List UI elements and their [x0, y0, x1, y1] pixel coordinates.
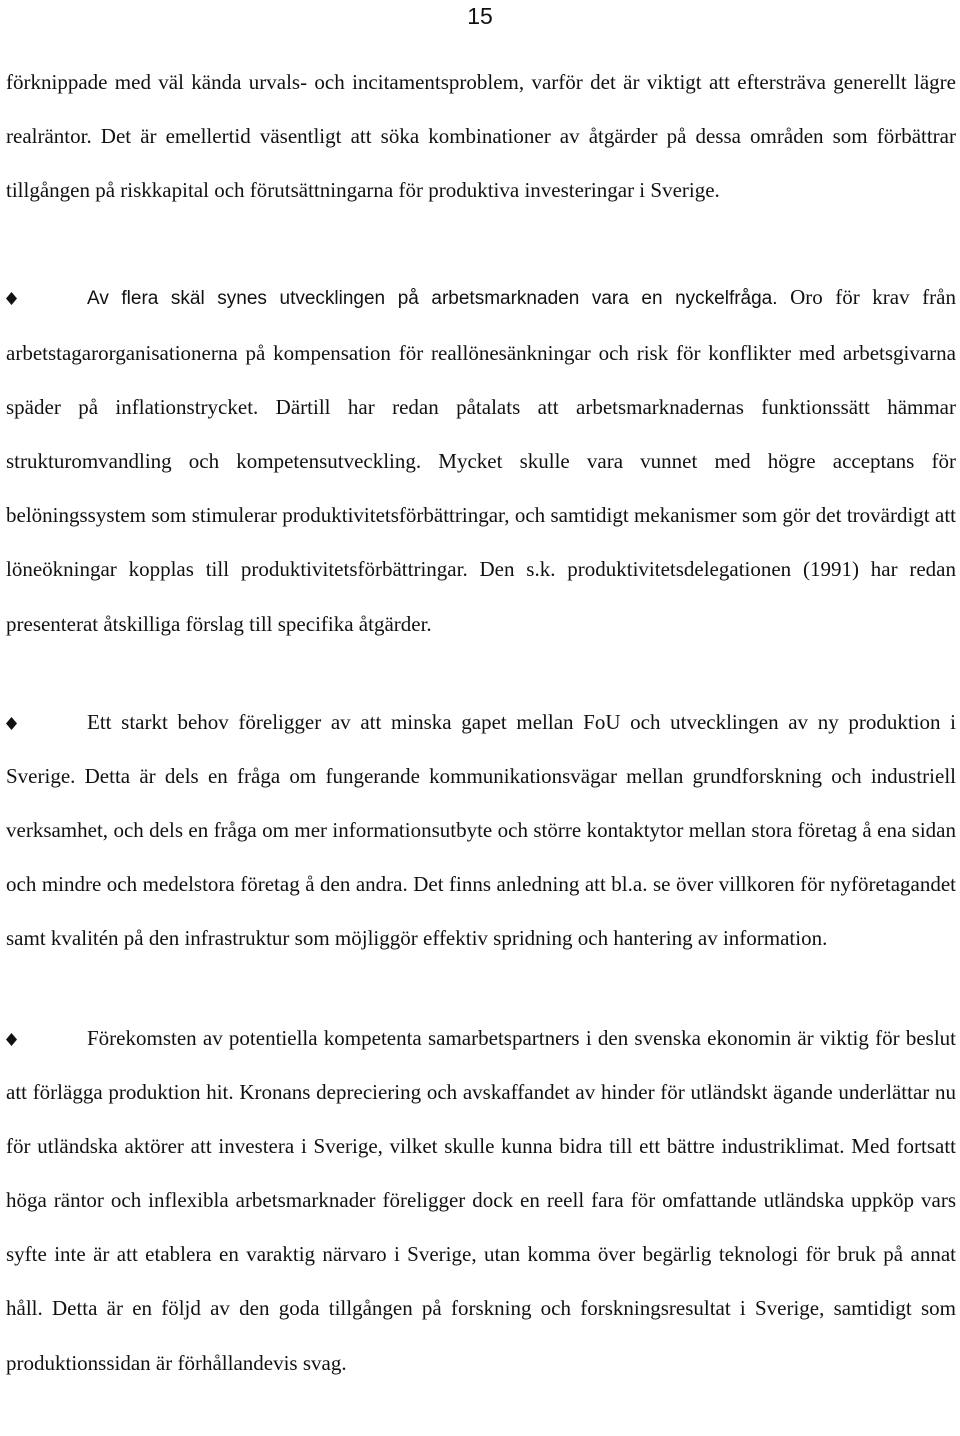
paragraph-4-text: Förekomsten av potentiella kompetenta samarbetspartners i den svenska ekonomin är viktig för beslut att förlägga produktion hit. Kronans depreciering och avskaffandet av hinder för utländskt ägande underlättar nu för utländska aktörer att investera i Sverige, vilket skulle kunna bidra till ett bättre industriklimat. Med fortsatt höga räntor och inflexibla arbetsmarknader föreligger dock en reell fara för omfattande utländska uppköp vars syfte inte är att etablera en varaktig närvaro i Sverige, utan komma över begärlig teknologi för bruk på annat håll. Detta är en följd av den goda tillgången på forskning och forskningsresultat i Sverige, samtidigt som produktionssidan är förhållandevis svag. — [6, 1026, 956, 1375]
paragraph-2 — [6, 270, 956, 651]
paragraph-2-text: Oro för krav från arbetstagarorganisationerna på kompensation för reallönesänkningar och risk för konflikter med arbetsgivarna späder på inflationstrycket. Därtill har redan påtalats att arbetsmarknadernas funktionssätt hämmar strukturomvandling och kompetensutveckling. Mycket skulle vara vunnet med högre acceptans för belöningssystem som stimulerar produktivitetsförbättringar, och samtidigt mekanismer som gör det trovärdigt att löneökningar kopplas till produktivitetsförbättringar. Den s.k. produktivitetsdelegationen (1991) har redan presenterat åtskilliga förslag till specifika åtgärder. — [6, 285, 956, 636]
paragraph-4 — [6, 1011, 956, 1390]
bullet-diamond-icon — [6, 270, 87, 324]
paragraph-3-text: Ett starkt behov föreligger av att minska gapet mellan FoU och utvecklingen av ny produktion i Sverige. Detta är dels en fråga om fungerande kommunikationsvägar mellan grundforskning och industriell verksamhet, och dels en fråga om mer informationsutbyte och större kontaktytor mellan stora företag å ena sidan och mindre och medelstora företag å den andra. Det finns anledning att bl.a. se över villkoren för nyföretagandet samt kvalitén på den infrastruktur som möjliggör effektiv spridning och hantering av information. — [6, 710, 956, 951]
paragraph-2-lead: Av flera skäl synes utvecklingen på arbetsmarknaden vara en nyckelfråga. — [87, 288, 778, 309]
paragraph-1-text: förknippade med väl kända urvals- och incitamentsproblem, varför det är viktigt att eftersträva generellt lägre realräntor. Det är emellertid väsentligt att söka kombinationer av åtgärder på dessa områden som förbättrar tillgången på riskkapital och förutsättningarna för produktiva investeringar i Sverige. — [6, 70, 956, 203]
bullet-diamond-icon — [6, 695, 87, 749]
paragraph-1 — [6, 55, 956, 217]
paragraph-3 — [6, 695, 956, 965]
page-number: 15 — [467, 3, 493, 29]
bullet-diamond-icon — [6, 1011, 87, 1065]
